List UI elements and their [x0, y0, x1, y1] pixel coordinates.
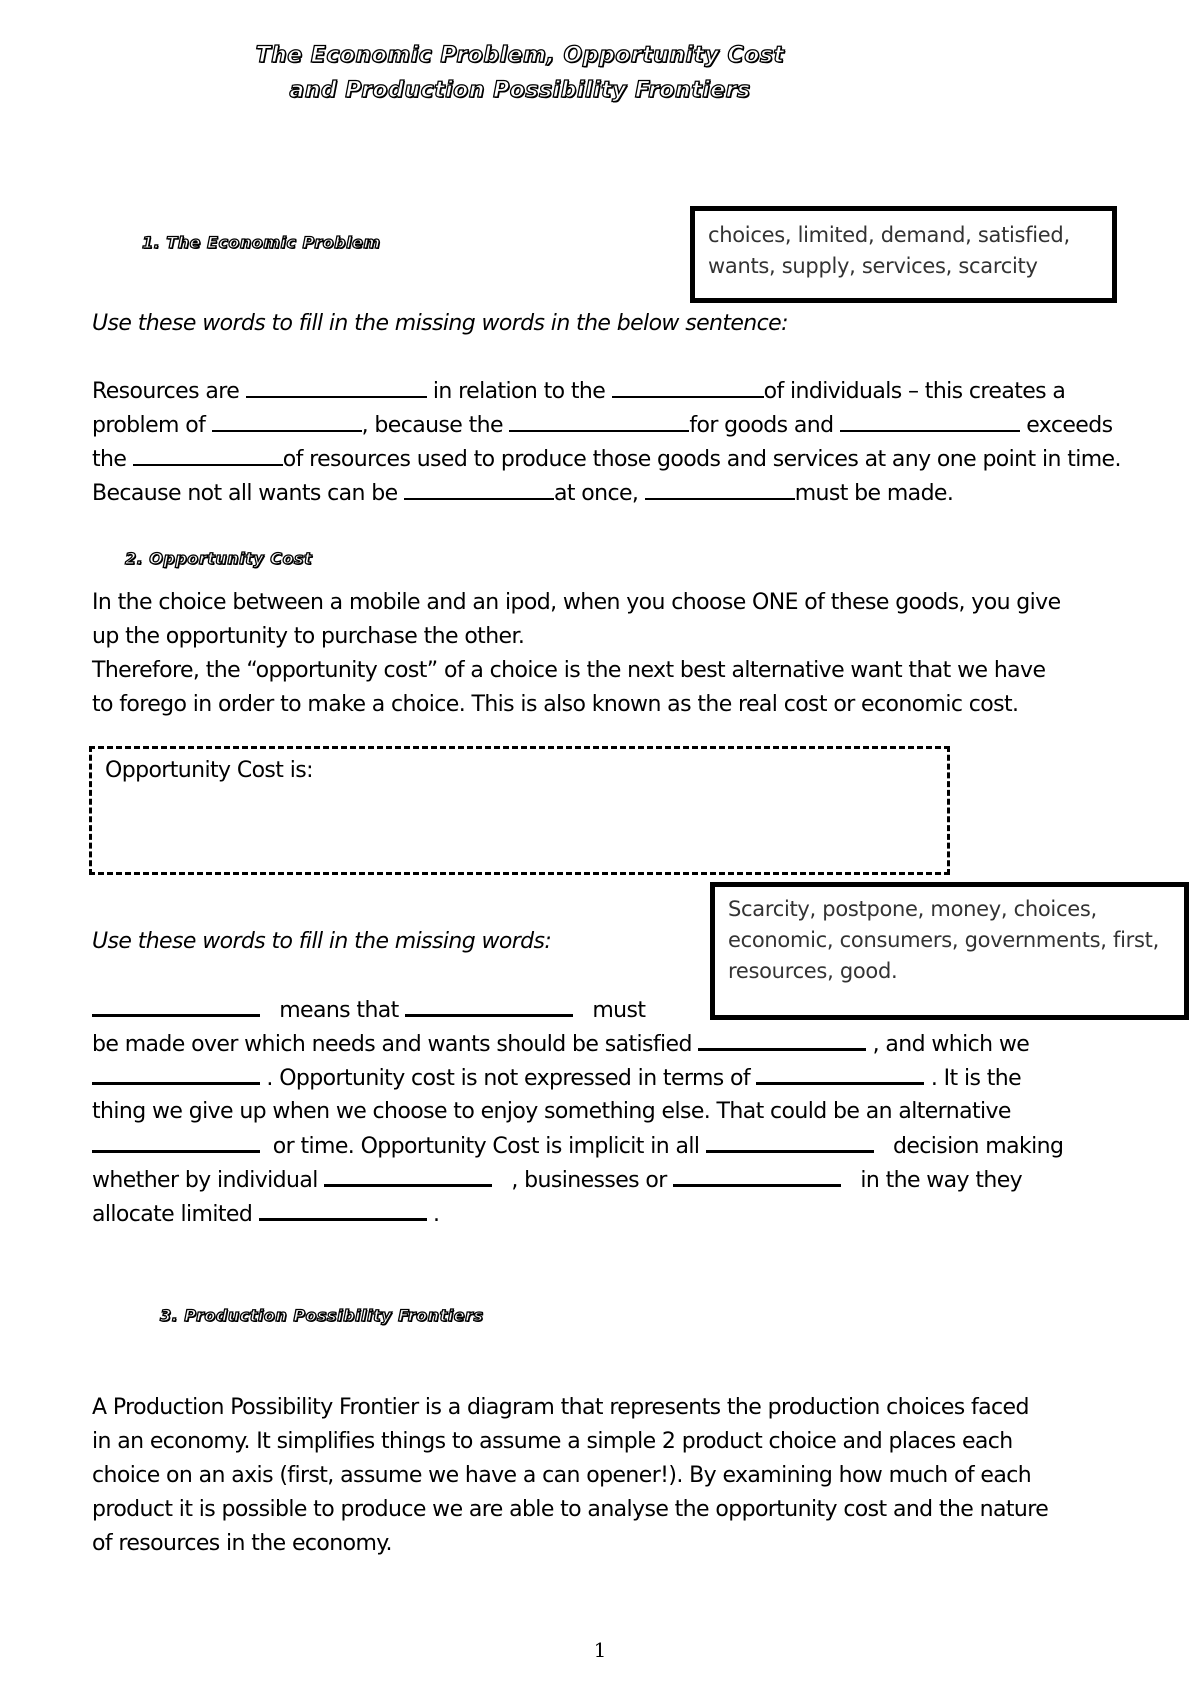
- definition-answer-box[interactable]: [89, 746, 950, 875]
- word-bank-1-line-1: choices, limited, demand, satisfied,: [708, 223, 1070, 247]
- blank-14[interactable]: [92, 1129, 260, 1153]
- ppf-para-line-3: choice on an axis (first, assume we have a can opener!). By examining how much of each: [92, 1463, 1032, 1488]
- ppf-para-line-2: in an economy. It simplifies things to assume a simple 2 product choice and places each: [92, 1429, 1013, 1454]
- blank-10[interactable]: [405, 993, 573, 1017]
- blank-11[interactable]: [698, 1027, 866, 1051]
- ppf-para-line-1: A Production Possibility Frontier is a diagram that represents the production choices faced: [92, 1395, 1029, 1420]
- word-bank-2-line-2: economic, consumers, governments, first,: [728, 928, 1159, 952]
- blank-16[interactable]: [324, 1163, 492, 1187]
- fill-line-3: the of resources used to produce those goods and services at any one point in time.: [92, 443, 1121, 477]
- ppf-para-line-4: product it is possible to produce we are able to analyse the opportunity cost and the nature: [92, 1497, 1049, 1522]
- oc-para-line-2: up the opportunity to purchase the other.: [92, 624, 525, 649]
- blank-13[interactable]: [756, 1061, 924, 1085]
- blank-1[interactable]: [246, 375, 427, 398]
- word-bank-box-1: [690, 206, 1117, 303]
- fill-line-2: problem of , because the for goods and exceeds: [92, 409, 1121, 443]
- fill-line-4: Because not all wants can be at once, must be made.: [92, 477, 1121, 511]
- blank-5[interactable]: [840, 409, 1020, 432]
- oc-para-line-3: Therefore, the “opportunity cost” of a choice is the next best alternative want that we have: [92, 658, 1046, 683]
- blank-8[interactable]: [645, 477, 795, 500]
- blank-18[interactable]: [259, 1197, 427, 1221]
- title-line-1: The Economic Problem, Opportunity Cost: [255, 43, 785, 68]
- blank-9[interactable]: [92, 993, 260, 1017]
- blank-17[interactable]: [673, 1163, 841, 1187]
- fill2-line-4: thing we give up when we choose to enjoy something else. That could be an alternative: [92, 1099, 1011, 1124]
- blank-12[interactable]: [92, 1061, 260, 1085]
- word-bank-2-line-1: Scarcity, postpone, money, choices,: [728, 897, 1097, 921]
- fill2-line-3: . Opportunity cost is not expressed in terms of . It is the: [92, 1061, 1063, 1095]
- fill2-line-1: means that must: [92, 993, 1063, 1027]
- blank-3[interactable]: [212, 409, 362, 432]
- fill2-line-7: allocate limited .: [92, 1197, 1063, 1231]
- fill2-line-5: or time. Opportunity Cost is implicit in all decision making: [92, 1129, 1063, 1163]
- word-bank-2-line-3: resources, good.: [728, 959, 898, 983]
- blank-7[interactable]: [404, 477, 554, 500]
- ppf-para-line-5: of resources in the economy.: [92, 1531, 392, 1556]
- fill-line-1: Resources are in relation to the of individuals – this creates a: [92, 375, 1121, 409]
- instruction-section-1: Use these words to fill in the missing words in the below sentence:: [92, 311, 788, 336]
- document-title: [150, 38, 890, 108]
- paragraph-ppf: [92, 1391, 1048, 1561]
- blank-4[interactable]: [509, 409, 689, 432]
- paragraph-economic-problem: [92, 375, 1121, 511]
- fill2-line-2: be made over which needs and wants should be satisfied , and which we: [92, 1027, 1063, 1061]
- paragraph-fill-section-2: [92, 993, 1063, 1231]
- oc-para-line-4: to forego in order to make a choice. This is also known as the real cost or economic cost.: [92, 692, 1019, 717]
- fill2-line-6: whether by individual , businesses or in the way they: [92, 1163, 1063, 1197]
- page-number: 1: [593, 1638, 607, 1662]
- word-bank-1-line-2: wants, supply, services, scarcity: [708, 254, 1038, 278]
- blank-6[interactable]: [133, 443, 283, 466]
- blank-15[interactable]: [706, 1129, 874, 1153]
- oc-para-line-1: In the choice between a mobile and an ipod, when you choose ONE of these goods, you give: [92, 590, 1061, 615]
- title-line-2: and Production Possibility Frontiers: [289, 78, 751, 103]
- paragraph-opportunity-cost: [92, 586, 1061, 722]
- section-heading-ppf: 3. Production Possibility Frontiers: [160, 1306, 484, 1325]
- blank-2[interactable]: [612, 375, 764, 398]
- definition-label: Opportunity Cost is:: [105, 758, 313, 783]
- instruction-section-2: Use these words to fill in the missing words:: [92, 929, 552, 954]
- section-heading-opportunity-cost: 2. Opportunity Cost: [125, 549, 313, 568]
- section-heading-economic-problem: 1. The Economic Problem: [142, 233, 381, 252]
